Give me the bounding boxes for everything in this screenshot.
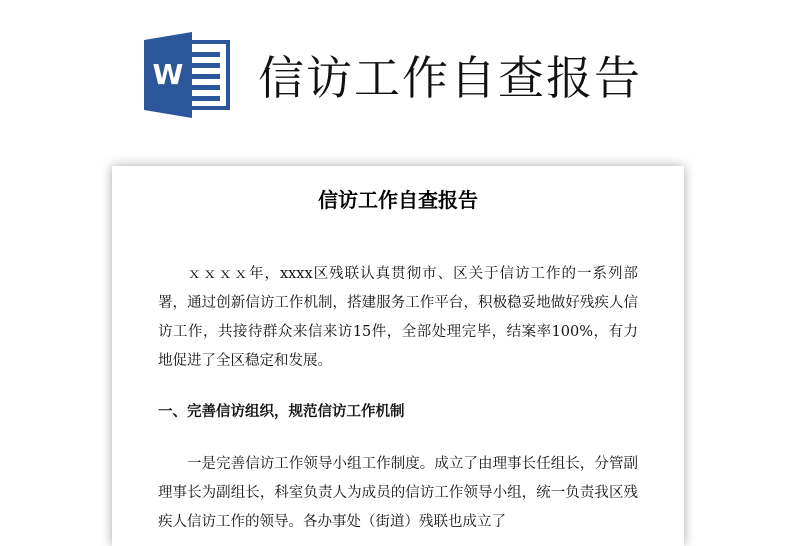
paragraph-section-1: 一是完善信访工作领导小组工作制度。成立了由理事长任组长，分管副理事长为副组长，科室负责人为成员的信访工作领导小组，统一负责我区残疾人信访工作的领导。各办事处（街道）残联也成立了 [158, 456, 638, 530]
banner [0, 0, 800, 160]
word-document-icon [140, 32, 232, 118]
document-title: 信访工作自查报告 [318, 188, 478, 212]
paragraph-intro: ｘｘｘｘ年，xxxx区残联认真贯彻市、区关于信访工作的一系列部署，通过创新信访工作机制，搭建服务工作平台，积极稳妥地做好残疾人信访工作，共接待群众来信来访15件，全部处理完毕，结案率100%，有力地促进了全区稳定和发展。 [158, 266, 638, 369]
document-page [112, 166, 684, 546]
word-icon-letter: W [152, 58, 184, 91]
banner-title: 信访工作自查报告 [258, 51, 642, 105]
section-heading: 一、完善信访组织，规范信访工作机制 [158, 404, 405, 420]
